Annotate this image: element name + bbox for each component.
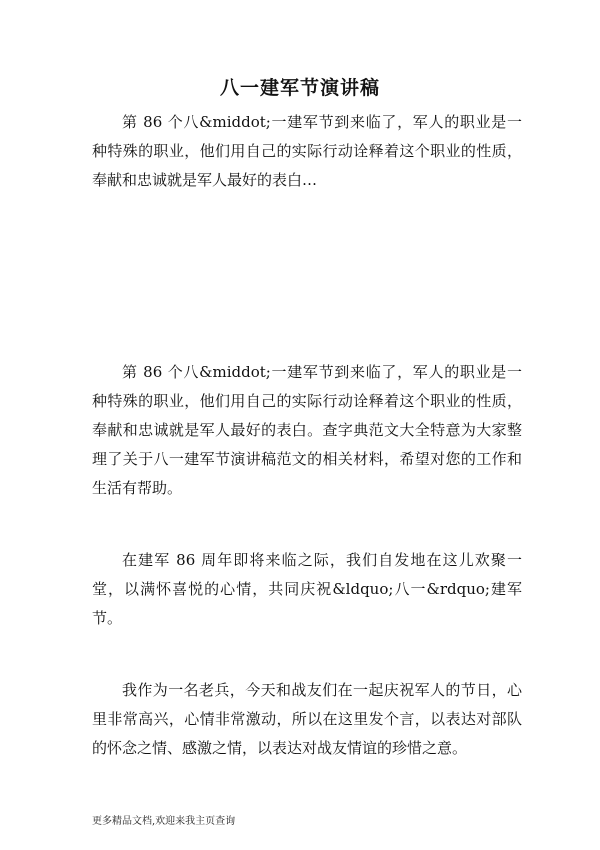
document-title: 八一建军节演讲稿 xyxy=(219,77,380,99)
paragraph-celebration: 在建军 86 周年即将来临之际，我们自发地在这儿欢聚一堂，以满怀喜悦的心情，共同庆祝&ldquo;八一&rdquo;建军节。 xyxy=(92,551,522,627)
paragraph-intro-full: 第 86 个八&middot;一建军节到来临了，军人的职业是一种特殊的职业，他们用自己的实际行动诠释着这个职业的性质，奉献和忠诚就是军人最好的表白。查字典范文大全特意为大家整理了关于八一建军节演讲稿范文的相关材料，希望对您的工作和生活有帮助。 xyxy=(92,363,522,497)
paragraph-veteran-speech: 我作为一名老兵，今天和战友们在一起庆祝军人的节日，心里非常高兴，心情非常激动，所以在这里发个言，以表达对部队的怀念之情、感激之情，以表达对战友情谊的珍惜之意。 xyxy=(92,681,522,757)
paragraph-intro-summary: 第 86 个八&middot;一建军节到来临了，军人的职业是一种特殊的职业，他们用自己的实际行动诠释着这个职业的性质，奉献和忠诚就是军人最好的表白… xyxy=(92,113,522,189)
footer-note: 更多精品文档,欢迎来我主页查询 xyxy=(92,816,236,827)
